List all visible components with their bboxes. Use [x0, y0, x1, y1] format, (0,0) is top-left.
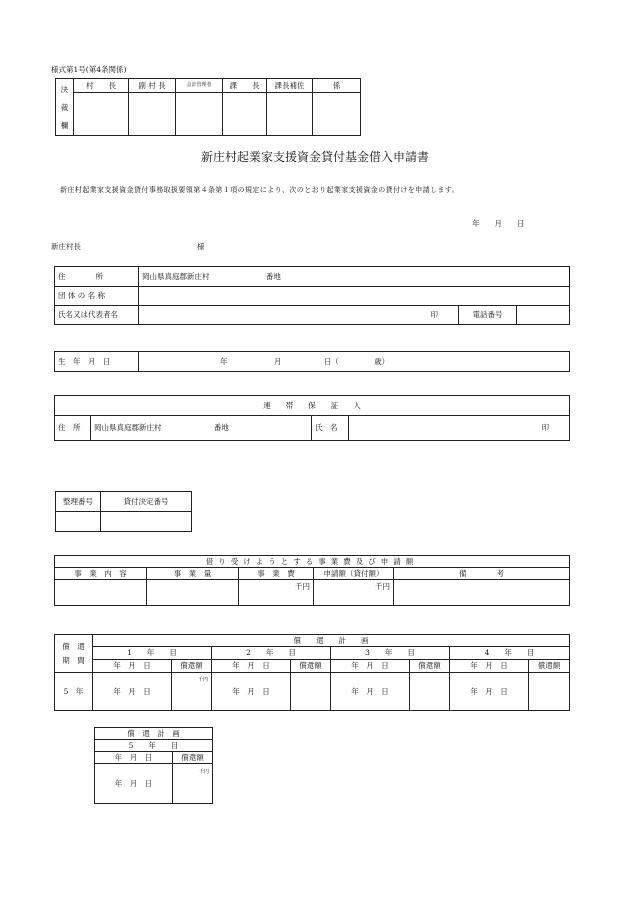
application-amount-unit: 千円: [375, 582, 390, 591]
year-4-header: 4 年 目: [450, 647, 570, 660]
business-content-field[interactable]: [55, 580, 147, 606]
repayment-period-value[interactable]: 5 年: [55, 673, 93, 711]
address-value: 岡山県真庭郡新庄村: [142, 271, 210, 281]
business-cost-label: 事 業 費: [239, 568, 314, 580]
guarantor-table: [54, 395, 570, 441]
repayment-year5-table: [94, 727, 213, 804]
year-3-date-field[interactable]: 年 月 日: [331, 673, 410, 711]
year-4-amount-field[interactable]: [529, 673, 570, 711]
year-3-date-label: 年 月 日: [331, 660, 410, 673]
business-cost-field[interactable]: [239, 580, 314, 606]
year-2-amount-field[interactable]: [291, 673, 331, 711]
guarantor-address-label: 住 所: [55, 416, 91, 441]
birthdate-label: 生 年 月 日: [55, 352, 139, 372]
year-3-header: 3 年 目: [331, 647, 450, 660]
business-volume-label: 事 業 量: [147, 568, 239, 580]
year-1-date-label: 年 月 日: [93, 660, 172, 673]
year-5-date-field[interactable]: 年 月 日: [95, 764, 173, 804]
address-label: 住 所: [55, 267, 139, 287]
reference-number-field[interactable]: [56, 512, 101, 532]
representative-name-label: 氏名又は代表者名: [55, 306, 139, 325]
side-label-2: 裁: [60, 103, 69, 112]
birth-month: 月: [273, 356, 282, 366]
approval-header-mayor: 村 長: [74, 79, 129, 93]
year-1-header: 1 年 目: [93, 647, 212, 660]
guarantor-address-field[interactable]: [91, 416, 312, 441]
year-1-amount-field[interactable]: [172, 673, 212, 711]
business-cost-unit: 千円: [295, 582, 310, 591]
approval-stamp-mayor[interactable]: [74, 92, 129, 135]
guarantor-seal: 印: [541, 423, 549, 433]
year-1-amount-unit: 千円: [197, 677, 208, 683]
approval-header-accounting: 会計管理者: [176, 79, 223, 93]
address-field[interactable]: [139, 267, 570, 287]
phone-label: 電話番号: [459, 306, 517, 325]
birthdate-table: [54, 351, 570, 372]
birthdate-field[interactable]: [139, 352, 570, 372]
address-suffix: 番地: [265, 271, 281, 281]
year-1-amount-label: 償還額: [172, 660, 212, 673]
approval-header-staff: 係: [313, 79, 361, 93]
year-3-amount-field[interactable]: [410, 673, 450, 711]
business-volume-field[interactable]: [147, 580, 239, 606]
guarantor-address-value: 岡山県真庭郡新庄村: [94, 423, 162, 433]
approval-table: [55, 78, 361, 136]
year-3-amount-label: 償還額: [410, 660, 450, 673]
year-2-date-label: 年 月 日: [212, 660, 291, 673]
repayment-plan-header: 償 還 計 画: [93, 635, 570, 647]
approval-stamp-chief[interactable]: [223, 92, 267, 135]
intro-text: 新庄村起業家支援資金貸付事務取扱要領第４条第１項の規定により、次のとおり起業家支援資金の貸付けを申請します。: [60, 186, 460, 194]
guarantor-name-label: 氏 名: [312, 416, 349, 441]
business-content-label: 事 業 内 容: [55, 568, 147, 580]
repayment-period-label: [55, 635, 93, 673]
group-name-field[interactable]: [139, 287, 570, 306]
addressee-suffix: 様: [197, 242, 205, 251]
birth-age: 歳）: [374, 356, 390, 366]
year-1-date-field[interactable]: 年 月 日: [93, 673, 172, 711]
approval-header-deputy: 副 村 長: [129, 79, 176, 93]
approval-stamp-staff[interactable]: [313, 92, 361, 135]
remarks-field[interactable]: [394, 580, 570, 606]
birth-year: 年: [220, 356, 228, 366]
application-date[interactable]: 年 月 日: [472, 219, 525, 228]
period-label-2: 期 間: [62, 655, 85, 665]
year-4-date-field[interactable]: 年 月 日: [450, 673, 529, 711]
birth-day: 日（: [323, 356, 339, 366]
guarantor-address-suffix: 番地: [213, 423, 229, 433]
year-4-date-label: 年 月 日: [450, 660, 529, 673]
application-amount-field[interactable]: [314, 580, 394, 606]
representative-name-field[interactable]: [139, 306, 459, 325]
approval-stamp-deputy[interactable]: [129, 92, 176, 135]
business-header: 借り受けようとする事業費及び申請額: [55, 556, 570, 568]
approval-stamp-assistant[interactable]: [267, 92, 313, 135]
year-2-date-field[interactable]: 年 月 日: [212, 673, 291, 711]
year-5-date-label: 年 月 日: [95, 752, 173, 764]
guarantor-name-field[interactable]: [349, 416, 570, 441]
seal-mark: 印: [430, 310, 438, 320]
business-table: [54, 555, 570, 606]
year-4-amount-label: 償還額: [529, 660, 570, 673]
loan-decision-number-field[interactable]: [101, 512, 192, 532]
applicant-table: [54, 266, 570, 325]
group-name-label: 団 体 の 名 称: [55, 287, 139, 306]
year-5-amount-field[interactable]: [173, 764, 213, 804]
year-2-header: 2 年 目: [212, 647, 331, 660]
reference-number-label: 整理番号: [56, 492, 101, 512]
application-amount-label: 申請額（貸付額）: [314, 568, 394, 580]
year-5-plan-header: 償 還 計 画: [95, 728, 213, 740]
year-5-amount-unit: 千円: [198, 769, 209, 775]
guarantor-header: 連 帯 保 証 人: [55, 396, 570, 416]
phone-field[interactable]: [517, 306, 570, 325]
period-label-1: 償 還: [62, 641, 85, 651]
year-5-amount-label: 償還額: [173, 752, 213, 764]
form-number: 様式第1号(第4条関係): [51, 65, 127, 74]
approval-header-assistant: 課長補佐: [267, 79, 313, 93]
approval-side-label: [56, 79, 74, 136]
side-label-1: 決: [60, 85, 69, 94]
addressee: 新庄村長: [51, 242, 81, 251]
year-5-header: 5 年 目: [95, 740, 213, 752]
year-2-amount-label: 償還額: [291, 660, 331, 673]
remarks-label: 備 考: [394, 568, 570, 580]
approval-header-chief: 課 長: [223, 79, 267, 93]
approval-stamp-accounting[interactable]: [176, 92, 223, 135]
loan-decision-number-label: 貸付決定番号: [101, 492, 192, 512]
side-label-3: 欄: [60, 121, 69, 130]
repayment-table: [54, 634, 570, 711]
document-title: 新庄村起業家支援資金貸付基金借入申請書: [200, 150, 429, 164]
reference-table: [55, 491, 192, 532]
